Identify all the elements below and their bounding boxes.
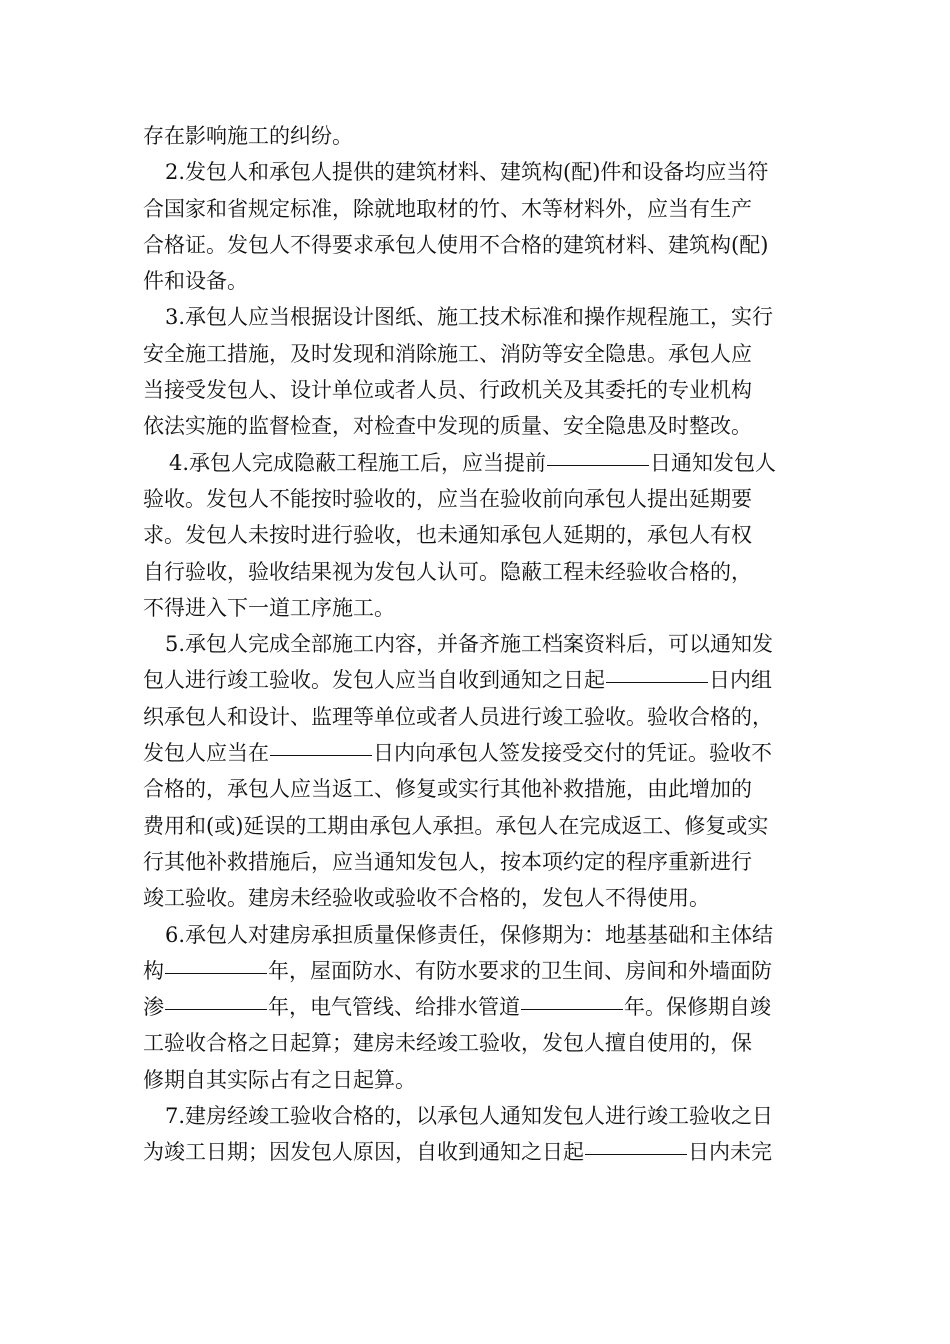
text-line — [143, 771, 813, 807]
text-segment: 存在影响施工的纠纷。 — [143, 124, 353, 148]
text-segment: 自行验收，验收结果视为发包人认可。隐蔽工程未经验收合格的， — [143, 559, 752, 584]
text-line — [143, 517, 813, 553]
text-line — [143, 299, 813, 335]
text-line — [143, 626, 813, 662]
text-line — [143, 1062, 813, 1098]
text-segment: 发包人应当在 — [143, 741, 269, 766]
fill-in-blank[interactable] — [165, 972, 267, 974]
text-line — [143, 953, 813, 989]
text-segment: 年，电气管线、给排水管道 — [268, 995, 520, 1020]
fill-in-blank[interactable] — [521, 1008, 623, 1010]
text-line — [143, 118, 813, 154]
text-line — [143, 880, 813, 916]
text-segment: 年。保修期自竣 — [624, 995, 771, 1020]
text-line — [143, 1098, 813, 1134]
text-segment: 不得进入下一道工序施工。 — [143, 595, 395, 620]
text-line — [143, 1134, 813, 1170]
text-segment: 费用和(或)延误的工期由承包人承担。承包人在完成返工、修复或实 — [143, 813, 769, 838]
text-segment: 3.承包人应当根据设计图纸、施工技术标准和操作规程施工，实行 — [165, 305, 774, 330]
text-line — [143, 408, 813, 444]
text-segment: 包人进行竣工验收。发包人应当自收到通知之日起 — [143, 668, 605, 693]
fill-in-blank[interactable] — [547, 464, 649, 466]
text-segment: 行其他补救措施后，应当通知发包人，按本项约定的程序重新进行 — [143, 849, 752, 874]
text-segment: 竣工验收。建房未经验收或验收不合格的，发包人不得使用。 — [143, 886, 710, 911]
text-line — [143, 336, 813, 372]
document-page — [143, 118, 813, 1171]
text-line — [143, 662, 813, 698]
text-line — [143, 989, 813, 1025]
text-segment: 修期自其实际占有之日起算。 — [143, 1067, 416, 1092]
text-segment: 合格的，承包人应当返工、修复或实行其他补救措施，由此增加的 — [143, 777, 752, 802]
text-segment: 日内未完 — [688, 1140, 772, 1165]
fill-in-blank[interactable] — [585, 1153, 687, 1155]
text-line — [143, 808, 813, 844]
text-line — [143, 554, 813, 590]
text-segment: 渗 — [143, 995, 164, 1020]
text-segment: 件和设备。 — [143, 269, 248, 294]
text-segment: 日通知发包人 — [650, 450, 777, 475]
text-line — [143, 154, 813, 190]
text-line — [143, 735, 813, 771]
text-line — [143, 191, 813, 227]
text-segment: 安全施工措施，及时发现和消除施工、消防等安全隐患。承包人应 — [143, 341, 752, 366]
text-segment: 合格证。发包人不得要求承包人使用不合格的建筑材料、建筑构(配) — [143, 232, 769, 257]
text-segment: 工验收合格之日起算；建房未经竣工验收，发包人擅自使用的，保 — [143, 1031, 752, 1056]
text-segment: 5.承包人完成全部施工内容，并备齐施工档案资料后，可以通知发 — [165, 632, 774, 657]
text-segment: 当接受发包人、设计单位或者人员、行政机关及其委托的专业机构 — [143, 378, 752, 403]
text-segment: 合国家和省规定标准，除就地取材的竹、木等材料外，应当有生产 — [143, 196, 752, 221]
text-segment: 为竣工日期；因发包人原因，自收到通知之日起 — [143, 1140, 584, 1165]
text-line — [143, 445, 813, 481]
text-segment: 验收。发包人不能按时验收的，应当在验收前向承包人提出延期要 — [143, 486, 752, 511]
text-segment: 4.承包人完成隐蔽工程施工后，应当提前 — [169, 450, 547, 475]
fill-in-blank[interactable] — [270, 754, 372, 756]
text-segment: 依法实施的监督检查，对检查中发现的质量、安全隐患及时整改。 — [143, 414, 752, 439]
text-segment: 年，屋面防水、有防水要求的卫生间、房间和外墙面防 — [268, 958, 772, 983]
text-segment: 构 — [143, 958, 164, 983]
text-segment: 织承包人和设计、监理等单位或者人员进行竣工验收。验收合格的， — [143, 704, 773, 729]
text-segment: 日内向承包人签发接受交付的凭证。验收不 — [373, 741, 772, 766]
text-line — [143, 844, 813, 880]
text-segment: 6.承包人对建房承担质量保修责任，保修期为：地基基础和主体结 — [165, 922, 774, 947]
text-line — [143, 590, 813, 626]
text-line — [143, 1025, 813, 1061]
text-segment: 7.建房经竣工验收合格的，以承包人通知发包人进行竣工验收之日 — [165, 1104, 774, 1129]
text-segment: 2.发包人和承包人提供的建筑材料、建筑构(配)件和设备均应当符 — [165, 160, 769, 185]
text-line — [143, 263, 813, 299]
text-line — [143, 917, 813, 953]
text-line — [143, 481, 813, 517]
text-line — [143, 699, 813, 735]
text-segment: 日内组 — [709, 668, 772, 693]
text-segment: 求。发包人未按时进行验收，也未通知承包人延期的，承包人有权 — [143, 523, 752, 548]
text-line — [143, 372, 813, 408]
text-line — [143, 227, 813, 263]
fill-in-blank[interactable] — [165, 1008, 267, 1010]
fill-in-blank[interactable] — [606, 681, 708, 683]
